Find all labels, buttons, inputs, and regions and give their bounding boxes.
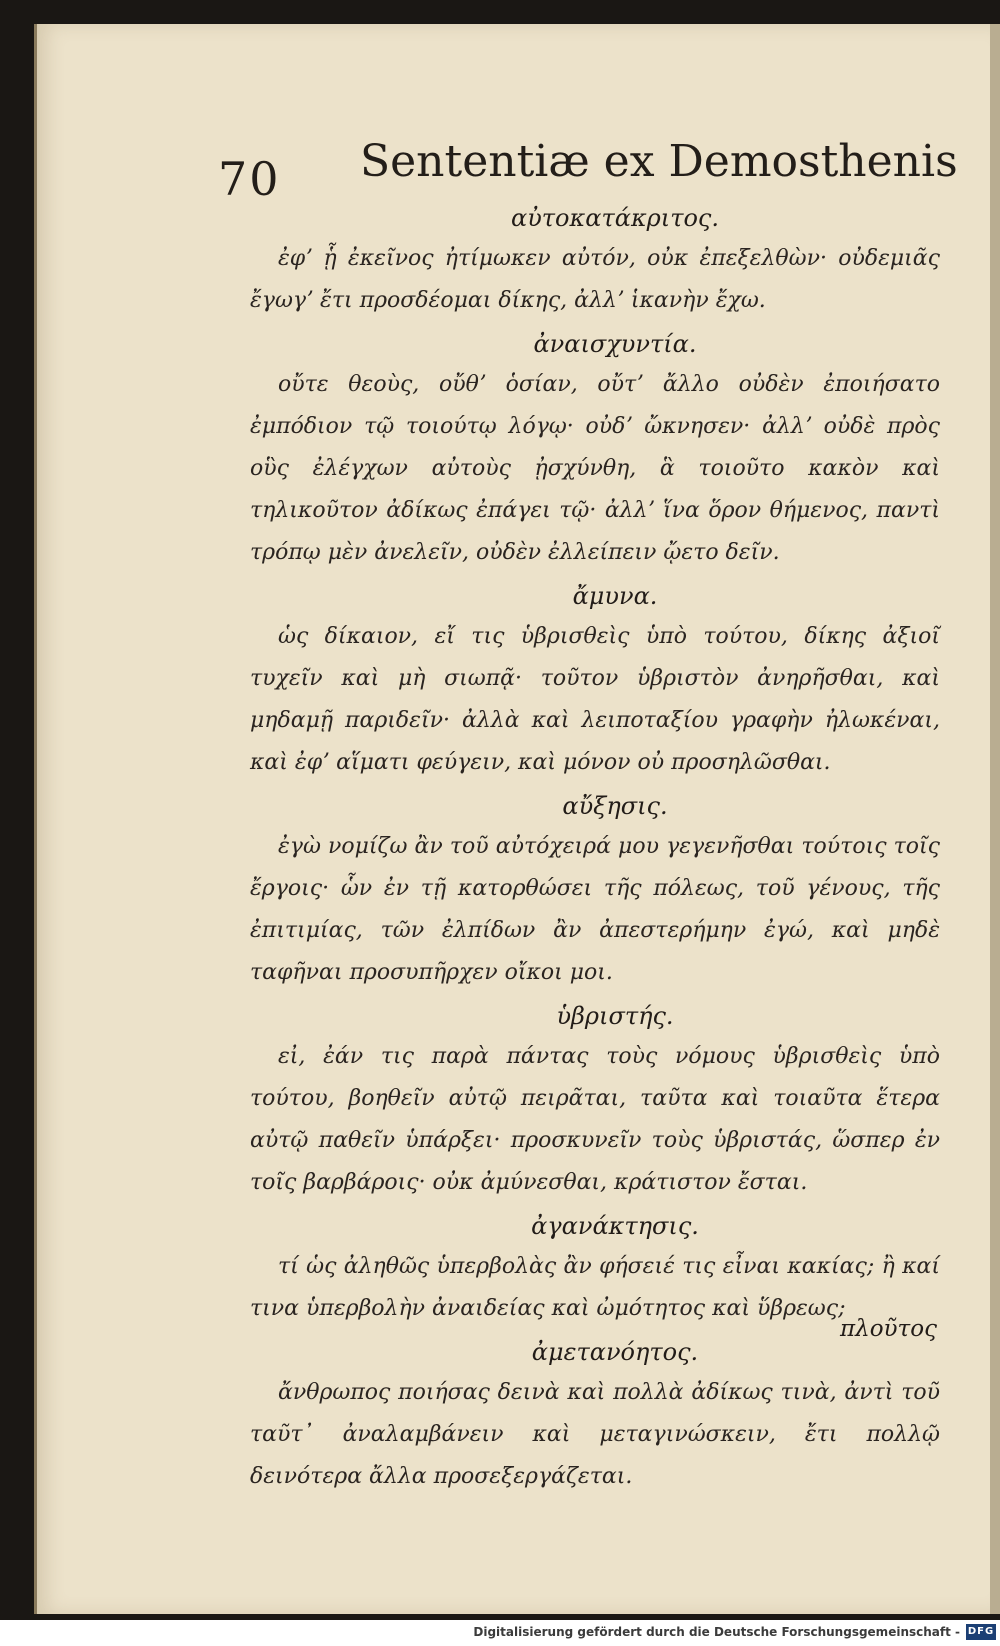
entry bbox=[250, 1338, 940, 1498]
entry-heading: ἀγανάκτησις. bbox=[531, 1212, 699, 1240]
running-title: Sententiæ ex Demosthenis bbox=[360, 136, 958, 187]
entry bbox=[250, 1002, 940, 1204]
entry-text: ὡς δίκαιον, εἴ τις ὑβρισθεὶς ὑπὸ τούτου, δίκης ἀξιοῖ τυχεῖν καὶ μὴ σιωπᾷ· τοῦτον ὑβριστὸν ἀνηρῆσθαι, καὶ μηδαμῇ παριδεῖν· ἀλλὰ καὶ λειποταξίου γραφὴν ἠλωκέναι, καὶ ἐφʼ αἵματι φεύγειν, καὶ μόνον οὐ προσηλῶσθαι. bbox=[250, 624, 940, 775]
entry-text: ἄνθρωπος ποιήσας δεινὰ καὶ πολλὰ ἀδίκως τινὰ, ἀντὶ τοῦ ταῦτ᾽ ἀναλαμβάνειν καὶ μεταγινώσκειν, ἔτι πολλῷ δεινότερα ἄλλα προσεξεργάζεται. bbox=[250, 1380, 940, 1489]
entry bbox=[250, 330, 940, 574]
entry-text: εἰ, ἐάν τις παρὰ πάντας τοὺς νόμους ὑβρισθεὶς ὑπὸ τούτου, βοηθεῖν αὐτῷ πειρᾶται, ταῦτα καὶ τοιαῦτα ἕτερα αὐτῷ παθεῖν ὑπάρξει· προσκυνεῖν τοὺς ὑβριστάς, ὥσπερ ἐν τοῖς βαρβάροις· οὐκ ἀμύνεσθαι, κράτιστον ἔσται. bbox=[250, 1044, 940, 1195]
page-number: 70 bbox=[218, 152, 281, 206]
entry-text: ἐγὼ νομίζω ἂν τοῦ αὐτόχειρά μου γεγενῆσθαι τούτοις τοῖς ἔργοις· ὧν ἐν τῇ κατορθώσει τῆς πόλεως, τοῦ γένους, τῆς ἐπιτιμίας, τῶν ἐλπίδων ἂν ἀπεστερήμην ἐγώ, καὶ μηδὲ ταφῆναι προσυπῆρχεν οἴκοι μοι. bbox=[250, 834, 940, 985]
entry bbox=[250, 1212, 940, 1330]
entry-heading: ἄμυνα. bbox=[572, 582, 658, 610]
footer-bar bbox=[0, 1622, 1000, 1646]
entry-heading: αὐτοκατάκριτος. bbox=[510, 204, 719, 232]
entry-heading: ἀμετανόητος. bbox=[531, 1338, 699, 1366]
entry-heading: ὑβριστής. bbox=[556, 1002, 674, 1030]
entry bbox=[250, 204, 940, 322]
dfg-logo-icon: DFG bbox=[966, 1624, 996, 1640]
entry-text: οὔτε θεοὺς, οὔθʼ ὁσίαν, οὔτʼ ἄλλο οὐδὲν ἐποιήσατο ἐμπόδιον τῷ τοιούτῳ λόγῳ· οὐδʼ ὤκνησεν· ἀλλʼ οὐδὲ πρὸς οὓς ἐλέγχων αὐτοὺς ᾐσχύνθη, ἃ τοιοῦτο κακὸν καὶ τηλικοῦτον ἀδίκως ἐπάγει τῷ· ἀλλʼ ἵνα ὅρον θήμενος, παντὶ τρόπῳ μὲν ἀνελεῖν, οὐδὲν ἐλλείπειν ᾤετο δεῖν. bbox=[250, 372, 940, 565]
entry-text: ἐφʼ ᾗ ἐκεῖνος ἠτίμωκεν αὐτόν, οὐκ ἐπεξελθὼν· οὐδεμιᾶς ἔγωγʼ ἔτι προσδέομαι δίκης, ἀλλʼ ἱκανὴν ἔχω. bbox=[250, 246, 940, 313]
funding-credit: Digitalisierung gefördert durch die Deutsche Forschungsgemeinschaft - bbox=[473, 1625, 960, 1639]
entry bbox=[250, 582, 940, 784]
entry-heading: αὔξησις. bbox=[562, 792, 668, 820]
text-block bbox=[250, 196, 940, 1498]
page-edge bbox=[990, 24, 1000, 1614]
entry-heading: ἀναισχυντία. bbox=[533, 330, 697, 358]
entry-text: τί ὡς ἀληθῶς ὑπερβολὰς ἂν φήσειέ τις εἶναι κακίας; ἢ καί τινα ὑπερβολὴν ἀναιδείας καὶ ὠμότητος καὶ ὕβρεως; bbox=[250, 1254, 940, 1321]
entry bbox=[250, 792, 940, 994]
catchword: πλοῦτος bbox=[840, 1316, 937, 1342]
